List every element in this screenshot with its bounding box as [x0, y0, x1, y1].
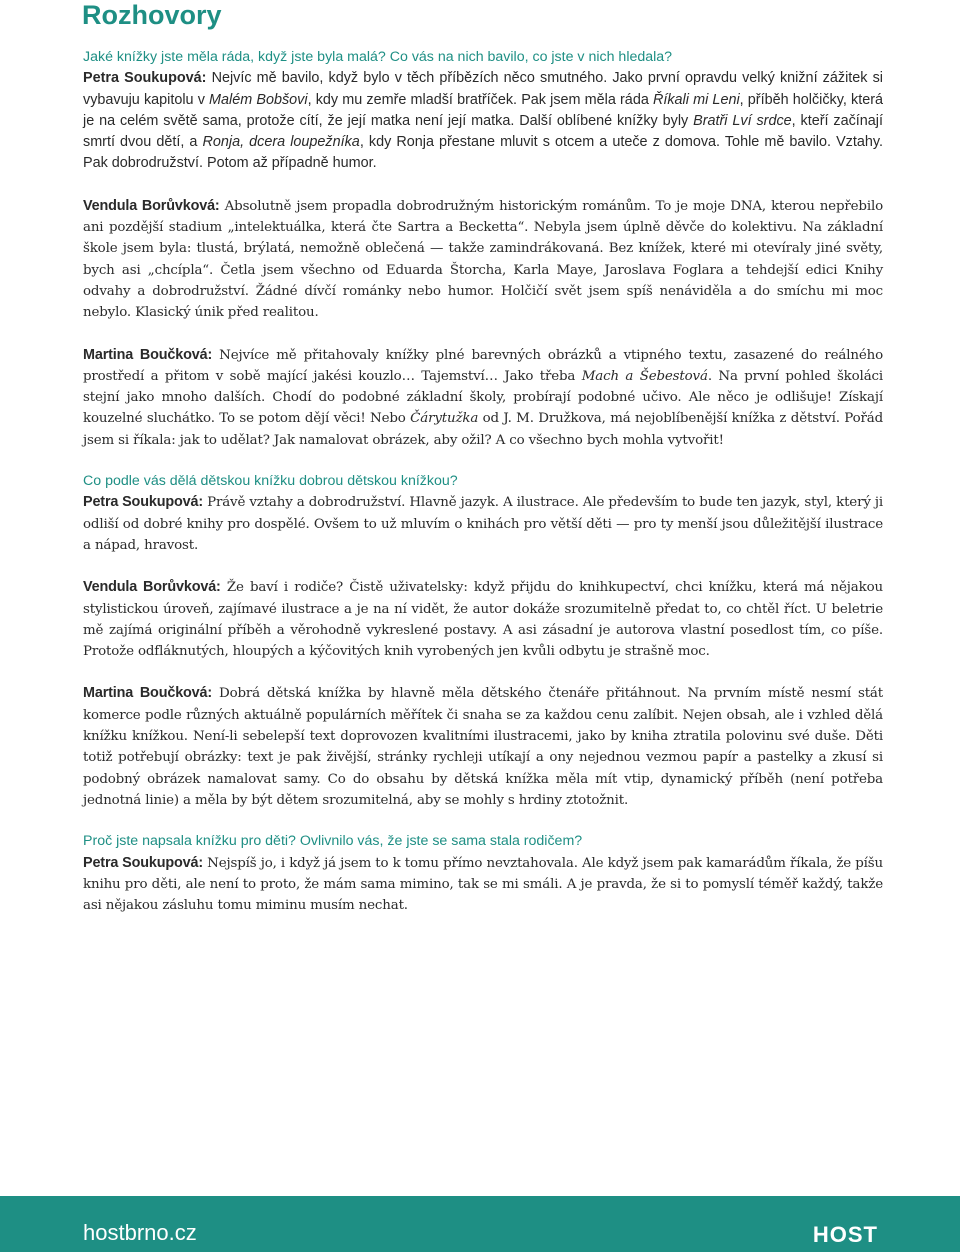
answer-text: Vendula Borůvková: Absolutně jsem propadla dobrodružným historickým románům. To je moje DNA, kterou nepřebilo ani pozdější stadium „intelektuálka, která čte Sartra a Becketta“. Nebyla jsem úplně děvče do kolektivu. Na základní škole jsem byla: tlustá, brýlatá, nemožně oblečená — takže zamindrákovaná. Bez knížek, které mi otevíraly jiné světy, bych asi „chcípla“. Četla jsem všechno od Eduarda Štorcha, Karla Maye, Jaroslava Foglara a tehdejší edici Knihy odvahy a dobrodružství. Žádné dívčí románky nebo humor. Holčičí svět jsem spíš nenáviděla a do smíchu mi moc nebylo. Klasický únik před realitou.	[83, 197, 884, 321]
footer-bar	[0, 1196, 960, 1252]
answer-bouckova-2	[83, 683, 883, 811]
speaker-name: Martina Boučková:	[83, 685, 213, 702]
answer-text: Martina Boučková: Nejvíce mě přitahovaly knížky plné barevných obrázků a vtipného textu, zasazené do reálného prostředí a přitom v sobě mající jakési kouzlo… Tajemství… Jako třeba Mach a Šebestová. Na první pohled školáci stejní jako mnoho dalších. Chodí do podobné základní školy, probírají podobné učivo. Ale něco je odlišuje! Získají kouzelné sluchátko. To se potom dějí věci! Nebo Čárytužka od J. M. Družkova, má nejoblíbenější knížka z dětství. Pořád jsem si říkala: jak to udělat? Jak namalovat obrázek, aby ožil? A co všechno bych mohla vytvořit!	[83, 346, 884, 448]
book-title: Čárytužka	[410, 411, 479, 427]
answer-text: Petra Soukupová: Nejspíš jo, i když já jsem to k tomu přímo nevztahovala. Ale když jsem pak kamarádům říkala, že píšu knihu pro děti, ale není to proto, že mám sama mimino, tak se mi smáli. A je pravda, že si to pomyslí téměř každý, takže asi nějakou zásluhu tomu miminu musím nechat.	[83, 854, 883, 914]
speaker-name: Petra Soukupová:	[83, 494, 203, 511]
book-title: Ronja, dcera loupežníka	[202, 134, 360, 151]
answer-text: Petra Soukupová: Právě vztahy a dobrodružství. Hlavně jazyk. A ilustrace. Ale především to bude ten jazyk, styl, který ji odliší od dobré knihy pro dospělé. Ovšem to už mluvím o knihách pro větší děti — pro ty menší jsou důležitější ilustrace a nápad, hravost.	[83, 494, 883, 553]
answer-bouckova-1	[83, 345, 883, 451]
question-2: Co podle vás dělá dětskou knížku dobrou dětskou knížkou?	[83, 473, 458, 490]
answer-boruvkova-1	[83, 196, 883, 324]
question-3: Proč jste napsala knížku pro děti? Ovlivnilo vás, že jste se sama stala rodičem?	[83, 833, 583, 850]
speaker-name: Petra Soukupová:	[83, 70, 207, 87]
answer-text: Vendula Borůvková: Že baví i rodiče? Čistě uživatelsky: když přijdu do knihkupectví, chci knížku, která má nějakou stylistickou úroveň, zajímavé ilustrace a je na ní vidět, že autor dokáže srozumitelně předat to, co chtěl říct. U beletrie mě zajímá originální příběh a věrohodně vykreslené postavy. A asi zásadní je autorova vlastní posedlost tím, co píše. Protože odfláknutých, hloupých a kýčovitých knih vyrobených jen kvůli odbytu je strašně moc.	[83, 579, 883, 660]
interview-content	[83, 47, 883, 916]
speaker-name: Vendula Borůvková:	[83, 197, 220, 214]
answer-boruvkova-2	[83, 577, 883, 662]
page-title: Rozhovory	[82, 0, 222, 30]
host-logo: HOST	[812, 1222, 878, 1247]
answer-soukupova-3	[83, 853, 883, 917]
website-link[interactable]: hostbrno.cz	[83, 1220, 197, 1245]
question-1: Jaké knížky jste měla ráda, když jste byla malá? Co vás na nich bavilo, co jste v nich hledala?	[83, 49, 673, 65]
speaker-name: Martina Boučková:	[83, 346, 213, 363]
answer-text: Martina Boučková: Dobrá dětská knížka by hlavně měla dětského čtenáře přitáhnout. Na prvním místě nesmí stát komerce podle různých aktuálně populárních měřítek či snaha se za každou cenu zalíbit. Nejen obsah, ale i vzhled dělá knížku knížkou. Není-li sebelepší text doprovozen kvalitními ilustracemi, jako by kniha ztratila polovinu své duše. Děti totiž potřebují obrázky: text je pak živější, stránky rychleji utíkají a ony nejednou vezmou papír a pastelky a zkusí si podobný obrázek namalovat samy. Co do obsahu by dětská knížka měla mít vtip, dynamický příběh (není potřeba jednotná linie) a měla by být dětem srozumitelná, aby se mohly s hrdiny ztotožnit.	[83, 685, 883, 808]
answer-text: Petra Soukupová: Nejvíc mě bavilo, když bylo v těch příbězích něco smutného. Jako první opravdu velký knižní zážitek si vybavuju kapitolu v Malém Bobšovi, kdy mu zemře mladší bratříček. Pak jsem měla ráda Říkali mi Leni, příběh holčičky, která je na celém světě sama, protože cítí, že její matka není její matka. Další oblíbené knížky byly Bratři Lví srdce, kteří začínají smrtí dvou dětí, a Ronja, dcera loupežníka, kdy Ronja přestane mluvit s otcem a uteče z domova. Tohle mě bavilo. Vztahy. Pak dobrodružství. Potom až případně humor.	[83, 70, 884, 172]
answer-soukupova-1	[83, 68, 883, 174]
book-title: Bratři Lví srdce	[693, 112, 792, 129]
answer-soukupova-2	[83, 492, 883, 556]
book-title: Malém Bobšovi	[209, 91, 308, 108]
book-title: Mach a Šebestová	[581, 368, 708, 384]
speaker-name: Vendula Borůvková:	[83, 579, 221, 596]
speaker-name: Petra Soukupová:	[83, 854, 204, 871]
book-title: Říkali mi Leni	[652, 91, 740, 108]
